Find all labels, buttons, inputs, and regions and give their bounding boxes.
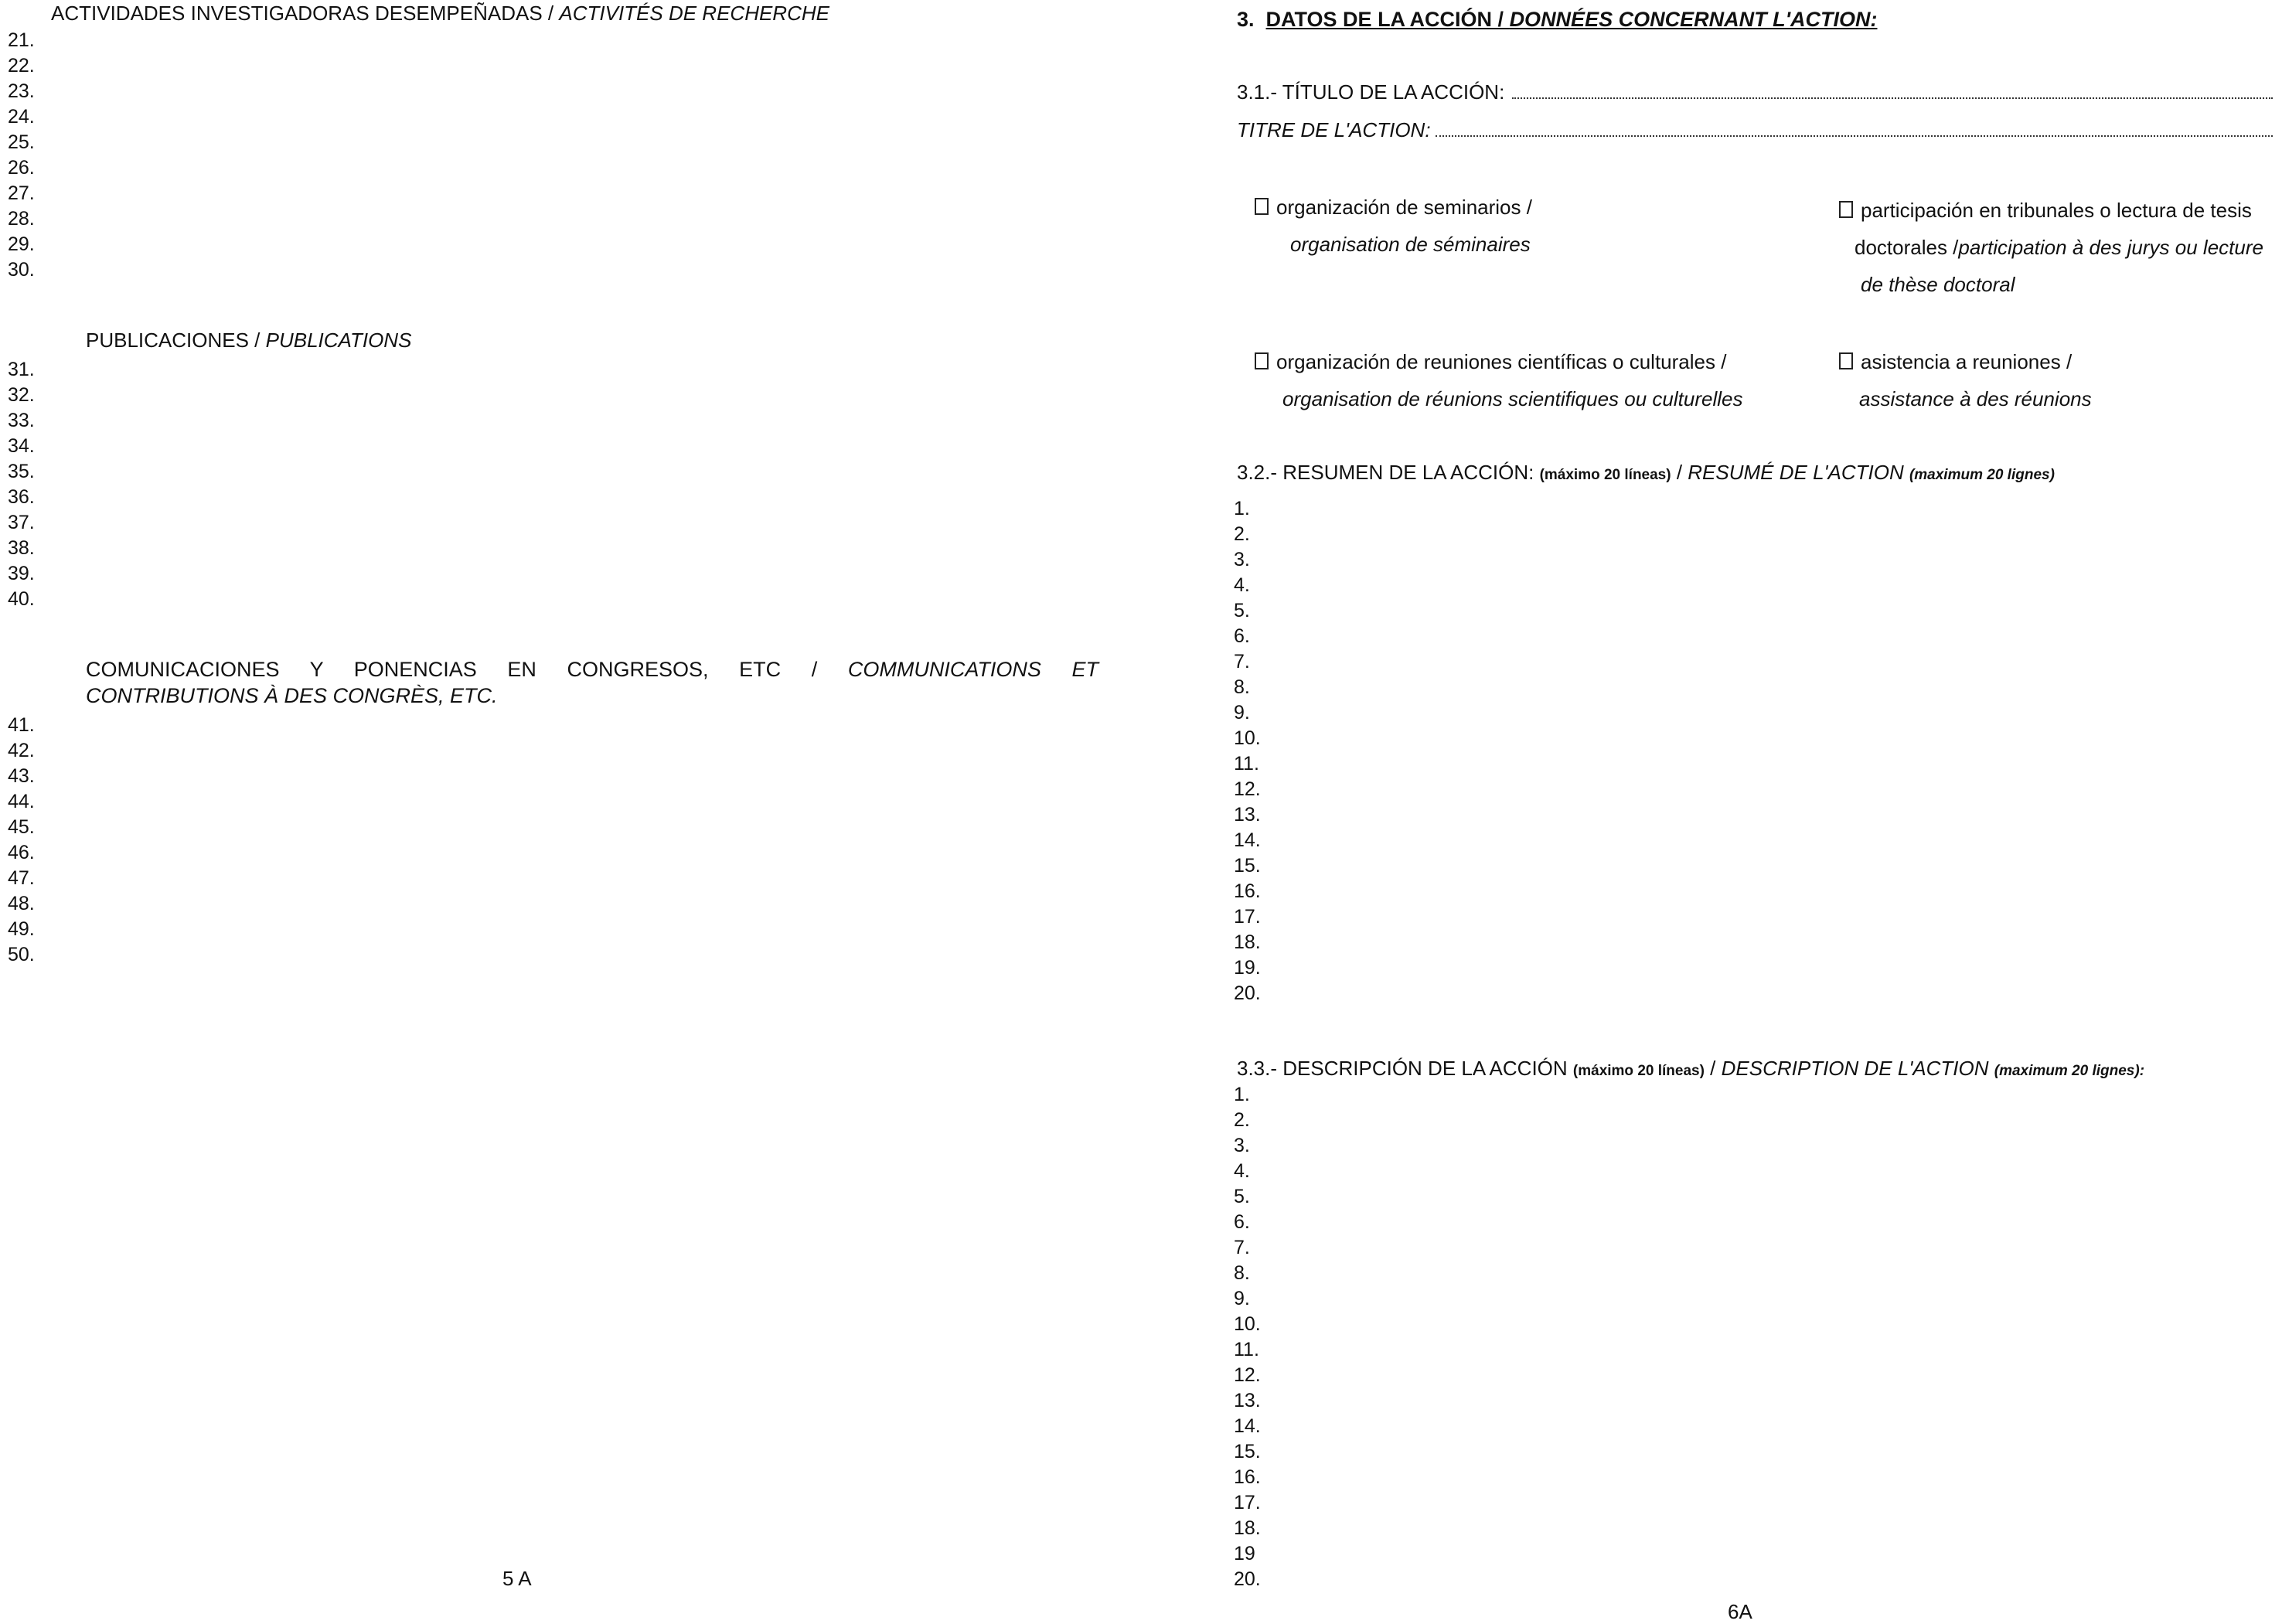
description-heading: 3.3.- DESCRIPCIÓN DE LA ACCIÓN (máximo 20 líneas) / DESCRIPTION DE L'ACTION (maximum 20 lignes): [1237, 1057, 2145, 1080]
summary-line-number: 3. [1234, 549, 1250, 570]
summary-line-number: 20. [1234, 982, 1261, 1004]
publications-line-number: 32. [8, 384, 35, 406]
description-line-number: 9. [1234, 1288, 1250, 1309]
summary-line-number: 19. [1234, 957, 1261, 979]
communications-line-number: 47. [8, 867, 35, 889]
description-line-number: 16. [1234, 1466, 1261, 1488]
research-line-number: 30. [8, 259, 35, 281]
right-page [1141, 0, 2282, 1623]
summary-line-number: 10. [1234, 727, 1261, 749]
description-line-number: 3. [1234, 1135, 1250, 1156]
communications-line-number: 48. [8, 893, 35, 914]
communications-line-number: 45. [8, 816, 35, 838]
communications-line-numbers [8, 713, 35, 968]
research-line-number: 26. [8, 157, 35, 179]
summary-line-number: 2. [1234, 523, 1250, 545]
publications-line-number: 35. [8, 461, 35, 482]
research-line-numbers [8, 28, 35, 283]
communications-heading: COMUNICACIONES Y PONENCIAS EN CONGRESOS, ETC / COMMUNICATIONS ET [86, 658, 1098, 681]
description-line-number: 2. [1234, 1109, 1250, 1131]
option-scientific-meetings[interactable]: organización de reuniones científicas o culturales / organisation de réunions scientifiques ou culturelles [1255, 343, 1742, 417]
description-line-number: 6. [1234, 1211, 1250, 1233]
description-line-number: 15. [1234, 1441, 1261, 1462]
research-line-number: 27. [8, 182, 35, 204]
tribunals-checkbox[interactable] [1839, 201, 1853, 218]
option-attendance[interactable]: asistencia a reuniones / assistance à des réunions [1839, 343, 2092, 417]
publications-line-number: 40. [8, 588, 35, 610]
summary-line-number: 4. [1234, 574, 1250, 596]
title-field-fr-dots [1436, 135, 2273, 137]
description-line-number: 7. [1234, 1237, 1250, 1258]
communications-line-number: 44. [8, 791, 35, 812]
title-field-es[interactable]: 3.1.- TÍTULO DE LA ACCIÓN: [1237, 80, 2273, 104]
publications-line-numbers [8, 357, 35, 612]
research-line-number: 28. [8, 208, 35, 230]
summary-line-number: 7. [1234, 651, 1250, 672]
seminars-checkbox[interactable] [1255, 198, 1269, 215]
description-line-number: 11. [1234, 1339, 1259, 1360]
research-line-number: 23. [8, 80, 35, 102]
research-line-number: 24. [8, 106, 35, 128]
summary-line-number: 8. [1234, 676, 1250, 698]
communications-line-number: 46. [8, 842, 35, 863]
communications-heading-line2: CONTRIBUTIONS À DES CONGRÈS, ETC. [86, 684, 498, 707]
summary-line-number: 13. [1234, 804, 1261, 826]
publications-line-number: 37. [8, 512, 35, 533]
summary-line-number: 12. [1234, 778, 1261, 800]
page-number-right: 6A [1728, 1600, 1752, 1623]
summary-line-numbers [1234, 496, 1261, 1006]
communications-line-number: 41. [8, 714, 35, 736]
description-line-number: 10. [1234, 1313, 1261, 1335]
attendance-checkbox[interactable] [1839, 352, 1853, 369]
research-line-number: 22. [8, 55, 35, 77]
summary-heading: 3.2.- RESUMEN DE LA ACCIÓN: (máximo 20 líneas) / RESUMÉ DE L'ACTION (maximum 20 lignes) [1237, 461, 2055, 484]
summary-line-number: 16. [1234, 880, 1261, 902]
description-line-numbers [1234, 1082, 1261, 1592]
summary-line-number: 1. [1234, 498, 1250, 519]
description-line-number: 8. [1234, 1262, 1250, 1284]
summary-line-number: 9. [1234, 702, 1250, 723]
description-line-number: 12. [1234, 1364, 1261, 1386]
communications-line-number: 43. [8, 765, 35, 787]
summary-line-number: 11. [1234, 753, 1259, 775]
research-line-number: 29. [8, 233, 35, 255]
research-heading: ACTIVIDADES INVESTIGADORAS DESEMPEÑADAS / ACTIVITÉS DE RECHERCHE [51, 2, 829, 25]
summary-line-number: 15. [1234, 855, 1261, 877]
summary-line-number: 5. [1234, 600, 1250, 621]
description-line-number: 14. [1234, 1415, 1261, 1437]
scientific-meetings-checkbox[interactable] [1255, 352, 1269, 369]
publications-heading: PUBLICACIONES / PUBLICATIONS [86, 329, 412, 352]
description-line-number: 19 [1234, 1543, 1255, 1564]
section-title: 3. DATOS DE LA ACCIÓN / DONNÉES CONCERNANT L'ACTION: [1237, 8, 1878, 31]
research-line-number: 21. [8, 29, 35, 51]
summary-line-number: 6. [1234, 625, 1250, 647]
communications-line-number: 42. [8, 740, 35, 761]
description-line-number: 17. [1234, 1492, 1261, 1513]
title-field-fr[interactable]: TITRE DE L'ACTION: [1237, 118, 2273, 142]
description-line-number: 18. [1234, 1517, 1261, 1539]
communications-line-number: 50. [8, 944, 35, 965]
description-line-number: 13. [1234, 1390, 1261, 1411]
research-line-number: 25. [8, 131, 35, 153]
description-line-number: 5. [1234, 1186, 1250, 1207]
summary-line-number: 18. [1234, 931, 1261, 953]
page-number-left: 5 A [502, 1567, 532, 1590]
left-page [0, 0, 1141, 1618]
option-tribunals[interactable]: participación en tribunales o lectura de tesis doctorales /participation à des jurys ou lecture de thèse doctoral [1839, 192, 2263, 303]
description-line-number: 1. [1234, 1084, 1250, 1105]
summary-line-number: 14. [1234, 829, 1261, 851]
publications-line-number: 39. [8, 563, 35, 584]
option-seminars[interactable]: organización de seminarios / organisation de séminaires [1255, 189, 1532, 263]
publications-line-number: 38. [8, 537, 35, 559]
publications-line-number: 36. [8, 486, 35, 508]
communications-line-number: 49. [8, 918, 35, 940]
publications-line-number: 33. [8, 410, 35, 431]
description-line-number: 20. [1234, 1568, 1261, 1590]
summary-line-number: 17. [1234, 906, 1261, 928]
description-line-number: 4. [1234, 1160, 1250, 1182]
publications-line-number: 34. [8, 435, 35, 457]
publications-line-number: 31. [8, 359, 35, 380]
title-field-dots [1512, 97, 2273, 99]
